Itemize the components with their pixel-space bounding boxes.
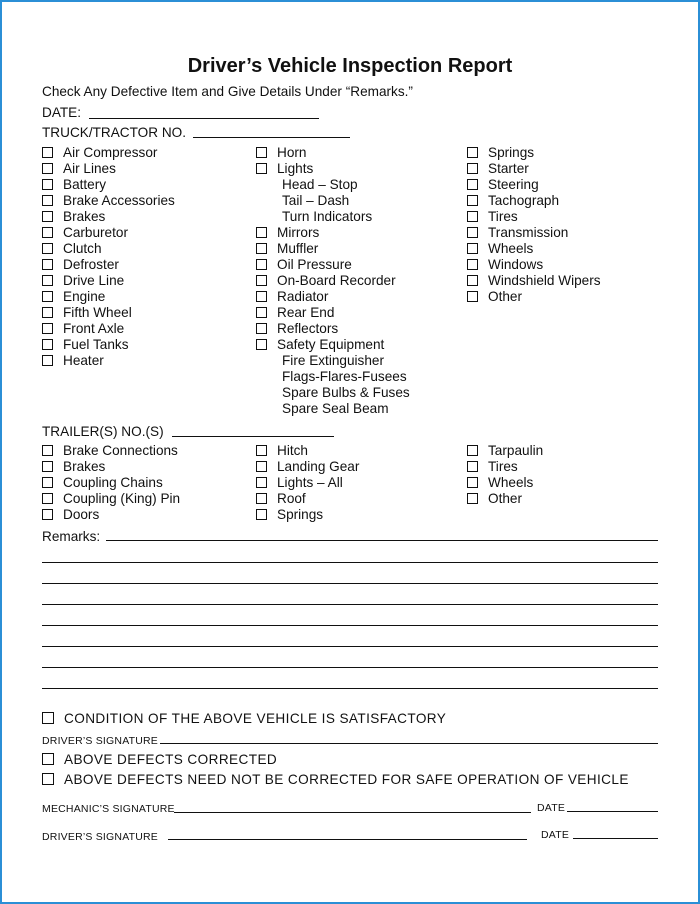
item-label: Rear End: [277, 305, 335, 320]
checkbox-item[interactable]: [42, 337, 129, 353]
checkbox-item[interactable]: [256, 507, 323, 523]
sub-item: Fire Extinguisher: [282, 353, 384, 368]
checkbox-item[interactable]: [467, 193, 559, 209]
truck-tractor-label: TRUCK/TRACTOR NO.: [42, 125, 186, 140]
item-label: Brake Accessories: [63, 193, 175, 208]
checkbox-item[interactable]: [42, 289, 105, 305]
date-field-small-1[interactable]: [567, 811, 658, 812]
item-label: Air Lines: [63, 161, 116, 176]
item-label: Brakes: [63, 209, 106, 224]
checkbox-icon[interactable]: [256, 339, 267, 350]
checkbox-item[interactable]: [467, 177, 539, 193]
checkbox-item[interactable]: [42, 507, 99, 523]
item-label: Lights – All: [277, 475, 343, 490]
checkbox-item[interactable]: [256, 459, 359, 475]
checkbox-item[interactable]: [42, 353, 104, 369]
item-label: Carburetor: [63, 225, 128, 240]
remarks-line[interactable]: [42, 604, 658, 605]
checkbox-icon[interactable]: [42, 445, 53, 456]
checkbox-icon[interactable]: [256, 259, 267, 270]
mechanics-signature-label: MECHANIC’S SIGNATURE: [42, 803, 175, 815]
defects-not-corrected-label: ABOVE DEFECTS NEED NOT BE CORRECTED FOR SAFE OPERATION OF VEHICLE: [64, 772, 629, 787]
checkbox-icon[interactable]: [467, 179, 478, 190]
checkbox-item[interactable]: [42, 305, 132, 321]
checkbox-item[interactable]: [42, 177, 106, 193]
checkbox-icon[interactable]: [467, 493, 478, 504]
item-label: Landing Gear: [277, 459, 360, 474]
checkbox-item[interactable]: [42, 273, 124, 289]
item-label: Air Compressor: [63, 145, 158, 160]
defects-not-corrected-item[interactable]: [42, 772, 629, 787]
sub-item: Flags-Flares-Fusees: [282, 369, 407, 384]
checkbox-icon[interactable]: [467, 147, 478, 158]
checkbox-icon[interactable]: [42, 227, 53, 238]
checkbox-item[interactable]: [256, 241, 318, 257]
instructions: Check Any Defective Item and Give Details Under “Remarks.”: [42, 84, 413, 99]
checkbox-icon[interactable]: [467, 163, 478, 174]
checkbox-icon[interactable]: [42, 147, 53, 158]
item-label: Clutch: [63, 241, 102, 256]
checkbox-icon[interactable]: [42, 712, 54, 724]
checkbox-item[interactable]: [256, 273, 396, 289]
item-label: Tachograph: [488, 193, 560, 208]
checkbox-item[interactable]: [467, 273, 601, 289]
remarks-line[interactable]: [42, 583, 658, 584]
checkbox-icon[interactable]: [256, 461, 267, 472]
checkbox-item[interactable]: [42, 225, 128, 241]
checkbox-icon[interactable]: [42, 461, 53, 472]
checkbox-item[interactable]: [42, 209, 105, 225]
sub-item: Spare Bulbs & Fuses: [282, 385, 410, 400]
checkbox-icon[interactable]: [256, 323, 267, 334]
checkbox-item[interactable]: [467, 241, 533, 257]
checkbox-item[interactable]: [42, 321, 124, 337]
checkbox-item[interactable]: [467, 145, 534, 161]
checkbox-icon[interactable]: [256, 493, 267, 504]
checkbox-icon[interactable]: [467, 291, 478, 302]
item-label: Roof: [277, 491, 306, 506]
checkbox-item[interactable]: [42, 459, 105, 475]
remarks-line[interactable]: [42, 625, 658, 626]
item-label: Wheels: [488, 241, 534, 256]
checkbox-icon[interactable]: [42, 509, 53, 520]
checkbox-icon[interactable]: [256, 243, 267, 254]
checkbox-icon[interactable]: [42, 211, 53, 222]
remarks-line[interactable]: [42, 688, 658, 689]
date-label: DATE:: [42, 105, 82, 120]
checkbox-icon[interactable]: [256, 227, 267, 238]
sub-item: Spare Seal Beam: [282, 401, 389, 416]
item-label: Muffler: [277, 241, 319, 256]
drivers-signature-label-1: DRIVER’S SIGNATURE: [42, 735, 159, 747]
item-label: Doors: [63, 507, 100, 522]
checkbox-item[interactable]: [256, 225, 319, 241]
item-label: Front Axle: [63, 321, 125, 336]
item-label: Lights: [277, 161, 314, 176]
checkbox-item[interactable]: [256, 145, 306, 161]
item-label: Fuel Tanks: [63, 337, 129, 352]
drivers-signature-field-2[interactable]: [168, 839, 527, 840]
checkbox-icon[interactable]: [42, 291, 53, 302]
checkbox-icon[interactable]: [42, 493, 53, 504]
item-label: Tires: [488, 459, 518, 474]
item-label: Springs: [277, 507, 324, 522]
trailer-field[interactable]: [172, 436, 334, 437]
checkbox-icon[interactable]: [467, 477, 478, 488]
item-label: Fifth Wheel: [63, 305, 132, 320]
checkbox-icon[interactable]: [42, 163, 53, 174]
checkbox-icon[interactable]: [467, 211, 478, 222]
checkbox-item[interactable]: [42, 145, 157, 161]
checkbox-icon[interactable]: [256, 163, 267, 174]
checkbox-item[interactable]: [256, 257, 352, 273]
checkbox-icon[interactable]: [256, 291, 267, 302]
item-label: Steering: [488, 177, 539, 192]
checkbox-icon[interactable]: [42, 477, 53, 488]
item-label: Transmission: [488, 225, 569, 240]
condition-satisfactory-label: CONDITION OF THE ABOVE VEHICLE IS SATISFACTORY: [64, 711, 447, 726]
item-label: Starter: [488, 161, 529, 176]
item-label: Safety Equipment: [277, 337, 385, 352]
sub-item: Tail – Dash: [282, 193, 350, 208]
condition-satisfactory-item[interactable]: [42, 711, 446, 726]
checkbox-item[interactable]: [467, 289, 522, 305]
checkbox-icon[interactable]: [467, 195, 478, 206]
item-label: Brake Connections: [63, 443, 178, 458]
checkbox-icon[interactable]: [42, 323, 53, 334]
checkbox-icon[interactable]: [256, 509, 267, 520]
checkbox-icon[interactable]: [256, 477, 267, 488]
checkbox-item[interactable]: [256, 161, 313, 177]
trailer-label: TRAILER(S) NO.(S): [42, 424, 164, 439]
checkbox-item[interactable]: [42, 491, 180, 507]
checkbox-icon[interactable]: [467, 227, 478, 238]
checkbox-icon[interactable]: [42, 339, 53, 350]
checkbox-icon[interactable]: [467, 275, 478, 286]
checkbox-icon[interactable]: [256, 275, 267, 286]
item-label: Springs: [488, 145, 535, 160]
checkbox-item[interactable]: [256, 337, 384, 353]
item-label: Tarpaulin: [488, 443, 544, 458]
checkbox-icon[interactable]: [467, 243, 478, 254]
checkbox-icon[interactable]: [42, 243, 53, 254]
form-title: Driver’s Vehicle Inspection Report: [187, 55, 513, 77]
checkbox-item[interactable]: [42, 443, 178, 459]
item-label: Oil Pressure: [277, 257, 352, 272]
date-label-small-2: DATE: [541, 829, 570, 841]
item-label: Coupling Chains: [63, 475, 163, 490]
checkbox-icon[interactable]: [256, 445, 267, 456]
item-label: Other: [488, 491, 522, 506]
remarks-line[interactable]: [42, 667, 658, 668]
checkbox-item[interactable]: [42, 241, 102, 257]
checkbox-icon[interactable]: [42, 275, 53, 286]
checkbox-item[interactable]: [42, 161, 116, 177]
checkbox-item[interactable]: [256, 321, 338, 337]
checkbox-icon[interactable]: [42, 753, 54, 765]
drivers-signature-field-1[interactable]: [160, 743, 658, 744]
item-label: Tires: [488, 209, 518, 224]
checkbox-item[interactable]: [467, 209, 518, 225]
item-label: Radiator: [277, 289, 329, 304]
item-label: Hitch: [277, 443, 308, 458]
checkbox-item[interactable]: [467, 225, 568, 241]
checkbox-item[interactable]: [42, 475, 163, 491]
checkbox-icon[interactable]: [42, 355, 53, 366]
item-label: Coupling (King) Pin: [63, 491, 181, 506]
checkbox-item[interactable]: [256, 305, 334, 321]
item-label: Defroster: [63, 257, 119, 272]
checkbox-item[interactable]: [467, 257, 543, 273]
checkbox-item[interactable]: [256, 289, 328, 305]
date-label-small-1: DATE: [537, 802, 566, 814]
date-field-small-2[interactable]: [573, 838, 658, 839]
checkbox-icon[interactable]: [467, 461, 478, 472]
checkbox-item[interactable]: [467, 491, 522, 507]
item-label: Brakes: [63, 459, 106, 474]
item-label: Drive Line: [63, 273, 125, 288]
checkbox-item[interactable]: [467, 443, 543, 459]
sub-item: Turn Indicators: [282, 209, 373, 224]
checkbox-icon[interactable]: [42, 195, 53, 206]
checkbox-icon[interactable]: [467, 259, 478, 270]
remarks-label: Remarks:: [42, 529, 101, 544]
checkbox-icon[interactable]: [256, 147, 267, 158]
remarks-line[interactable]: [106, 540, 658, 541]
item-label: Other: [488, 289, 522, 304]
checkbox-item[interactable]: [256, 475, 343, 491]
item-label: Windows: [488, 257, 544, 272]
checkbox-icon[interactable]: [256, 307, 267, 318]
date-field[interactable]: [89, 118, 319, 119]
defects-corrected-item[interactable]: [42, 752, 277, 767]
checkbox-item[interactable]: [42, 257, 119, 273]
checkbox-icon[interactable]: [467, 445, 478, 456]
item-label: Horn: [277, 145, 307, 160]
item-label: Reflectors: [277, 321, 339, 336]
drivers-signature-label-2: DRIVER’S SIGNATURE: [42, 831, 159, 843]
checkbox-item[interactable]: [467, 475, 533, 491]
item-label: On-Board Recorder: [277, 273, 396, 288]
checkbox-item[interactable]: [42, 193, 175, 209]
checkbox-icon[interactable]: [42, 307, 53, 318]
checkbox-icon[interactable]: [42, 179, 53, 190]
remarks-line[interactable]: [42, 562, 658, 563]
defects-corrected-label: ABOVE DEFECTS CORRECTED: [64, 752, 278, 767]
item-label: Wheels: [488, 475, 534, 490]
item-label: Heater: [63, 353, 104, 368]
item-label: Windshield Wipers: [488, 273, 601, 288]
truck-tractor-field[interactable]: [193, 137, 350, 138]
item-label: Mirrors: [277, 225, 320, 240]
item-label: Battery: [63, 177, 107, 192]
checkbox-item[interactable]: [256, 491, 306, 507]
checkbox-icon[interactable]: [42, 773, 54, 785]
remarks-line[interactable]: [42, 646, 658, 647]
checkbox-item[interactable]: [256, 443, 308, 459]
checkbox-item[interactable]: [467, 161, 529, 177]
mechanics-signature-field[interactable]: [174, 812, 531, 813]
item-label: Engine: [63, 289, 106, 304]
checkbox-item[interactable]: [467, 459, 518, 475]
sub-item: Head – Stop: [282, 177, 358, 192]
checkbox-icon[interactable]: [42, 259, 53, 270]
